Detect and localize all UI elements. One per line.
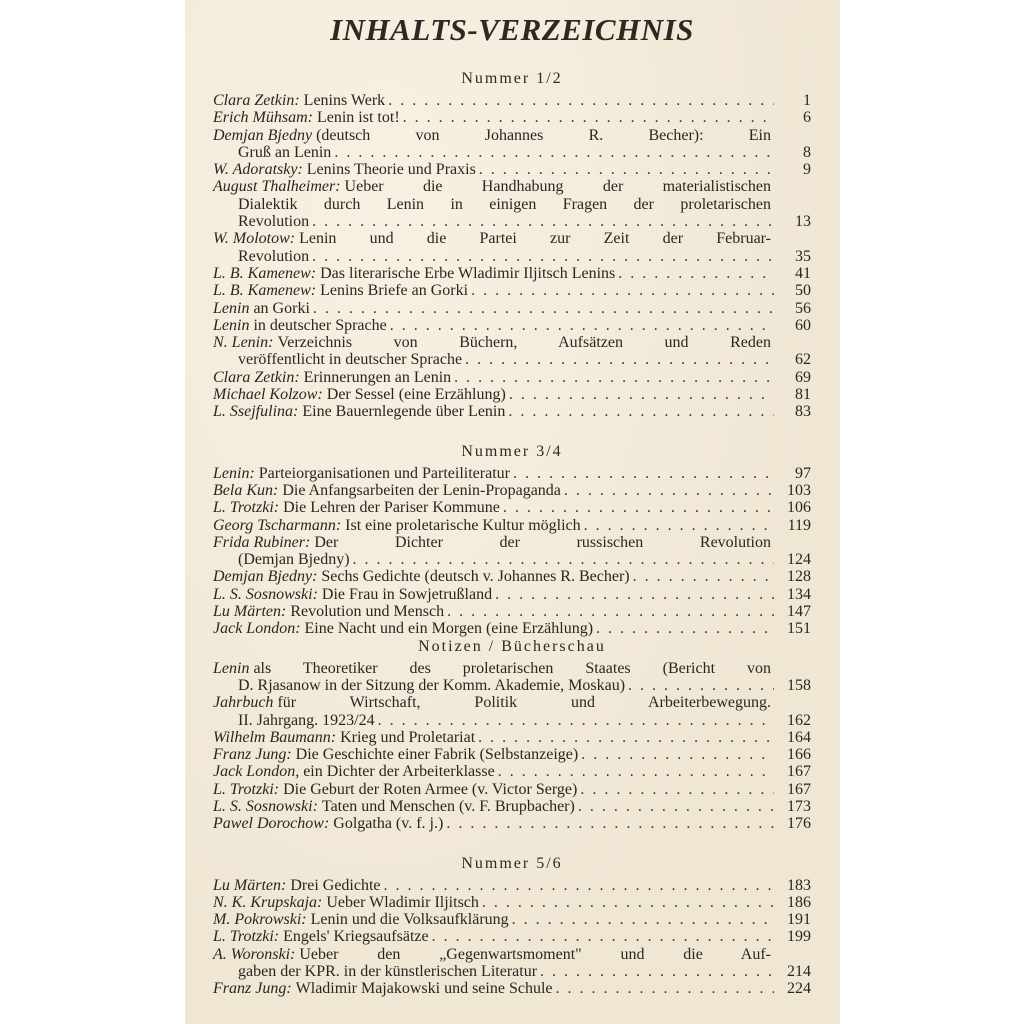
leader-dots — [403, 109, 774, 126]
entry-title: Ueber die Handhabung der materialistischen — [344, 178, 771, 196]
entry-page-number: 1 — [803, 92, 811, 109]
entry-page-number: 164 — [787, 728, 811, 746]
entry-page-number: 83 — [795, 403, 811, 421]
entry-title: ein Dichter der Arbeiterklasse — [303, 763, 495, 781]
leader-dots — [628, 677, 774, 694]
entry-page-number: 6 — [803, 109, 811, 127]
toc-entry — [213, 517, 811, 534]
entry-author: Clara Zetkin: — [213, 92, 300, 109]
leader-dots — [446, 815, 774, 832]
toc-entry — [213, 620, 811, 637]
entry-title: in deutscher Sprache — [253, 316, 387, 334]
entry-title: Eine Nacht und ein Morgen (eine Erzählung) — [304, 620, 594, 638]
toc-entry — [213, 928, 811, 945]
toc-entry — [213, 92, 811, 109]
entry-author: Wilhelm Baumann: — [213, 728, 337, 746]
entry-author: Lu Märten: — [213, 876, 287, 894]
toc-entry-line — [213, 963, 811, 980]
entry-page-number: 128 — [787, 568, 811, 586]
toc-entry-line — [213, 568, 811, 585]
leader-dots — [556, 980, 775, 997]
entry-page-number: 56 — [795, 299, 811, 317]
toc-entry-line — [213, 620, 811, 637]
toc-entry — [213, 386, 811, 403]
toc-entry-line — [213, 127, 811, 144]
toc-entry — [213, 282, 811, 299]
toc-entry — [213, 946, 811, 981]
toc-entry-line — [213, 317, 811, 334]
entry-title: Engels' Kriegsaufsätze — [283, 928, 429, 946]
entry-page-number: 134 — [787, 585, 811, 603]
entry-title: Revolution — [238, 247, 310, 265]
entry-page-number: 199 — [787, 928, 811, 946]
entry-title: Eine Bauernlegende über Lenin — [302, 403, 506, 421]
entry-author: Frida Rubiner: — [213, 533, 311, 551]
toc-entry-line — [213, 551, 811, 568]
entry-author: Lu Märten: — [213, 603, 287, 621]
leader-dots — [432, 928, 774, 945]
toc-entry-line — [213, 386, 811, 403]
toc-entry-line — [213, 92, 811, 109]
entry-author: Jack London: — [213, 620, 301, 638]
toc-entry — [213, 317, 811, 334]
leader-dots — [513, 465, 774, 482]
leader-dots — [454, 369, 774, 386]
entry-author: August Thalheimer: — [213, 178, 341, 196]
section-heading: Nummer 3/4 — [461, 442, 563, 460]
toc-entry-line — [213, 660, 811, 677]
entry-title: (deutsch von Johannes R. Becher): Ein — [316, 126, 771, 144]
toc-entry — [213, 586, 811, 603]
leader-dots — [498, 763, 774, 780]
entry-title: Revolution — [238, 213, 310, 231]
leader-dots — [618, 265, 774, 282]
toc-entry — [213, 660, 811, 695]
entry-page-number: 162 — [787, 711, 811, 729]
leader-dots — [353, 551, 774, 568]
toc-entry — [213, 465, 811, 482]
entry-page-number: 97 — [795, 464, 811, 482]
toc-entry — [213, 815, 811, 832]
toc-entry-line — [213, 499, 811, 516]
entry-author: Lenin — [213, 316, 250, 334]
entry-author: A. Woronski: — [213, 945, 296, 963]
entry-author: Bela Kun: — [213, 481, 279, 499]
toc-entry-line — [213, 282, 811, 299]
entry-title: Verzeichnis von Büchern, Aufsätzen und Reden — [277, 334, 771, 352]
toc-entry-line — [213, 482, 811, 499]
entry-title: Die Frau in Sowjetrußland — [321, 585, 493, 603]
entry-title: Dialektik durch Lenin in einigen Fragen der proletarischen — [238, 195, 771, 213]
toc-entry-line — [213, 586, 811, 603]
entry-title: Lenins Theorie und Praxis — [306, 161, 476, 179]
toc-entry-line — [213, 746, 811, 763]
leader-dots — [578, 798, 774, 815]
entry-author: Clara Zetkin: — [213, 368, 300, 386]
toc-entry — [213, 265, 811, 282]
entry-page-number: 167 — [787, 763, 811, 781]
entry-author: Jahrbuch — [213, 694, 274, 712]
entry-title: D. Rjasanow in der Sitzung der Komm. Akademie, Moskau) — [238, 676, 626, 694]
entry-title: Lenin ist tot! — [316, 109, 400, 127]
entry-author: Demjan Bjedny: — [213, 568, 318, 586]
toc-entry — [213, 798, 811, 815]
toc-entry-line — [213, 403, 811, 420]
entry-title: Parteiorganisationen und Parteiliteratur — [258, 464, 510, 482]
toc-entry-line — [213, 928, 811, 945]
leader-dots — [390, 317, 774, 334]
entry-page-number: 173 — [787, 797, 811, 815]
toc-entry — [213, 161, 811, 178]
toc-entry — [213, 603, 811, 620]
leader-dots — [471, 282, 774, 299]
entry-page-number: 8 — [803, 143, 811, 161]
toc-entry — [213, 403, 811, 420]
leader-dots — [584, 517, 774, 534]
entry-page-number: 191 — [787, 911, 811, 929]
entry-page-number: 214 — [787, 963, 811, 981]
toc-entry — [213, 568, 811, 585]
entry-page-number: 183 — [787, 876, 811, 894]
entry-author: Georg Tscharmann: — [213, 516, 342, 534]
toc-entry — [213, 877, 811, 894]
entry-title: Das literarische Erbe Wladimir Iljitsch Lenins — [320, 264, 616, 282]
toc-entry-line — [213, 265, 811, 282]
entry-title: Taten und Menschen (v. F. Brupbacher) — [321, 797, 575, 815]
entry-title: Ueber den „Gegenwartsmoment" und die Auf- — [299, 945, 771, 963]
leader-dots — [334, 144, 774, 161]
leader-dots — [482, 894, 774, 911]
toc-entry — [213, 694, 811, 729]
leader-dots — [447, 603, 774, 620]
toc-entry-line — [213, 144, 811, 161]
entry-title: Lenins Werk — [303, 92, 386, 109]
entry-page-number: 176 — [787, 815, 811, 833]
toc-section — [213, 855, 811, 998]
toc-entry — [213, 109, 811, 126]
toc-entry — [213, 729, 811, 746]
leader-dots — [512, 911, 774, 928]
entry-page-number: 106 — [787, 499, 811, 517]
leader-dots — [508, 403, 774, 420]
entry-page-number: 166 — [787, 746, 811, 764]
toc-entry — [213, 369, 811, 386]
entry-page-number: 158 — [787, 676, 811, 694]
entry-title: Erinnerungen an Lenin — [303, 368, 452, 386]
entry-page-number: 186 — [787, 893, 811, 911]
entry-page-number: 124 — [787, 551, 811, 569]
entry-author: Jack London, — [213, 763, 300, 781]
leader-dots — [478, 729, 774, 746]
entry-author: Demjan Bjedny — [213, 126, 313, 144]
entry-author: Pawel Dorochow: — [213, 815, 330, 833]
entry-author: Franz Jung: — [213, 746, 292, 764]
toc-section — [213, 443, 811, 638]
entry-page-number: 167 — [787, 780, 811, 798]
entry-page-number: 69 — [795, 368, 811, 386]
entry-author: Lenin — [213, 299, 250, 317]
entry-title: (Demjan Bjedny) — [238, 551, 350, 569]
section-heading: Nummer 1/2 — [461, 70, 563, 87]
entry-title: Revolution und Mensch — [290, 603, 445, 621]
toc-entry-line — [213, 161, 811, 178]
entry-author: L. S. Sosnowski: — [213, 585, 318, 603]
leader-dots — [633, 568, 774, 585]
leader-dots — [540, 963, 774, 980]
toc-entry-line — [213, 798, 811, 815]
toc-entry-line — [213, 334, 811, 351]
entry-page-number: 103 — [787, 481, 811, 499]
entry-author: L. Trotzki: — [213, 499, 280, 517]
entry-author: M. Pokrowski: — [213, 911, 307, 929]
leader-dots — [596, 620, 774, 637]
toc-entry-line — [213, 980, 811, 997]
toc-entry — [213, 230, 811, 265]
leader-dots — [465, 351, 774, 368]
entry-author: N. K. Krupskaja: — [213, 893, 323, 911]
entry-page-number: 119 — [787, 516, 811, 534]
entry-title: Ist eine proletarische Kultur möglich — [345, 516, 581, 534]
entry-title: Die Anfangsarbeiten der Lenin-Propaganda — [282, 481, 561, 499]
entry-author: Franz Jung: — [213, 980, 292, 998]
toc-entry — [213, 334, 811, 369]
toc-entry-line — [213, 729, 811, 746]
entry-author: Lenin: — [213, 464, 255, 482]
leader-dots — [388, 92, 774, 109]
leader-dots — [313, 300, 774, 317]
toc-entry-line — [213, 781, 811, 798]
entry-author: W. Molotow: — [213, 230, 296, 248]
toc-entry — [213, 300, 811, 317]
entry-title: für Wirtschaft, Politik und Arbeiterbewegung. — [277, 694, 771, 712]
toc-entry-line — [213, 178, 811, 195]
page-title: INHALTS-VERZEICHNIS — [330, 12, 694, 47]
entry-title: Lenin und die Volksaufklärung — [310, 911, 509, 929]
entry-page-number: 224 — [787, 980, 811, 998]
leader-dots — [503, 499, 774, 516]
section-heading: Notizen / Bücherschau — [418, 637, 606, 655]
entry-title: Lenins Briefe an Gorki — [320, 282, 469, 300]
entry-page-number: 151 — [787, 620, 811, 638]
leader-dots — [509, 386, 774, 403]
entry-author: Lenin — [213, 659, 250, 677]
toc-section — [213, 638, 811, 833]
leader-dots — [479, 161, 774, 178]
leader-dots — [384, 877, 774, 894]
entry-title: Der Sessel (eine Erzählung) — [326, 386, 506, 404]
toc-entry-line — [213, 517, 811, 534]
entry-author: Michael Kolzow: — [213, 386, 323, 404]
entry-page-number: 60 — [795, 316, 811, 334]
entry-author: L. B. Kamenew: — [213, 282, 317, 300]
toc-entry — [213, 911, 811, 928]
book-page — [185, 0, 840, 1024]
toc-entry — [213, 781, 811, 798]
toc-entry — [213, 499, 811, 516]
toc-entry-line — [213, 230, 811, 247]
toc-entry-line — [213, 894, 811, 911]
section-heading: Nummer 5/6 — [461, 854, 563, 872]
toc-entry — [213, 178, 811, 230]
entry-title: veröffentlicht in deutscher Sprache — [238, 351, 463, 369]
toc-entry-line — [213, 677, 811, 694]
entry-title: gaben der KPR. in der künstlerischen Literatur — [238, 963, 538, 981]
toc-section — [213, 70, 811, 421]
entry-author: L. B. Kamenew: — [213, 264, 317, 282]
toc-entry — [213, 763, 811, 780]
toc-entry-line — [213, 248, 811, 265]
toc-entry — [213, 746, 811, 763]
toc-entry — [213, 534, 811, 569]
entry-page-number: 147 — [787, 603, 811, 621]
leader-dots — [495, 586, 774, 603]
toc-entry-line — [213, 213, 811, 230]
entry-title: Wladimir Majakowski und seine Schule — [295, 980, 553, 998]
entry-author: L. Trotzki: — [213, 780, 280, 798]
toc-entry-line — [213, 369, 811, 386]
entry-title: Gruß an Lenin — [238, 143, 332, 161]
entry-title: Krieg und Proletariat — [340, 728, 476, 746]
entry-author: L. Ssejfulina: — [213, 403, 299, 421]
entry-title: Lenin und die Partei zur Zeit der Februar- — [299, 230, 771, 248]
toc-entry — [213, 894, 811, 911]
entry-title: Sechs Gedichte (deutsch v. Johannes R. Becher) — [321, 568, 630, 586]
leader-dots — [312, 248, 774, 265]
entry-author: N. Lenin: — [213, 334, 274, 352]
toc-entry-line — [213, 300, 811, 317]
entry-title: Der Dichter der russischen Revolution — [314, 533, 771, 551]
entry-page-number: 81 — [795, 386, 811, 404]
toc-entry-line — [213, 694, 811, 711]
toc-entry-line — [213, 877, 811, 894]
entry-author: L. Trotzki: — [213, 928, 280, 946]
table-of-contents — [213, 12, 811, 998]
toc-entry — [213, 980, 811, 997]
entry-page-number: 9 — [803, 161, 811, 179]
toc-entry-line — [213, 712, 811, 729]
toc-entry — [213, 127, 811, 162]
entry-title: an Gorki — [253, 299, 310, 317]
entry-title: II. Jahrgang. 1923/24 — [238, 711, 375, 729]
toc-entry-line — [213, 911, 811, 928]
entry-author: L. S. Sosnowski: — [213, 797, 318, 815]
toc-entry-line — [213, 196, 811, 213]
leader-dots — [312, 213, 774, 230]
entry-title: Die Lehren der Pariser Kommune — [283, 499, 500, 517]
entry-title: Golgatha (v. f. j.) — [333, 815, 444, 833]
toc-entry-line — [213, 815, 811, 832]
entry-author: Erich Mühsam: — [213, 109, 313, 127]
toc-entry-line — [213, 109, 811, 126]
toc-entry-line — [213, 603, 811, 620]
entry-title: Die Geschichte einer Fabrik (Selbstanzeige) — [295, 746, 579, 764]
toc-entry-line — [213, 946, 811, 963]
entry-page-number: 62 — [795, 351, 811, 369]
toc-entry-line — [213, 534, 811, 551]
leader-dots — [581, 746, 774, 763]
toc-entry-line — [213, 763, 811, 780]
entry-page-number: 50 — [795, 282, 811, 300]
entry-title: Ueber Wladimir Iljitsch — [326, 893, 479, 911]
entry-author: W. Adoratsky: — [213, 161, 303, 179]
leader-dots — [564, 482, 774, 499]
leader-dots — [580, 781, 774, 798]
leader-dots — [378, 712, 774, 729]
entry-page-number: 13 — [795, 213, 811, 231]
entry-title: als Theoretiker des proletarischen Staates (Bericht von — [253, 659, 771, 677]
toc-entry-line — [213, 465, 811, 482]
toc-entry — [213, 482, 811, 499]
entry-page-number: 35 — [795, 247, 811, 265]
entry-title: Die Geburt der Roten Armee (v. Victor Serge) — [283, 780, 578, 798]
toc-sections — [213, 70, 811, 998]
toc-entry-line — [213, 351, 811, 368]
entry-page-number: 41 — [795, 264, 811, 282]
entry-title: Drei Gedichte — [290, 876, 381, 894]
